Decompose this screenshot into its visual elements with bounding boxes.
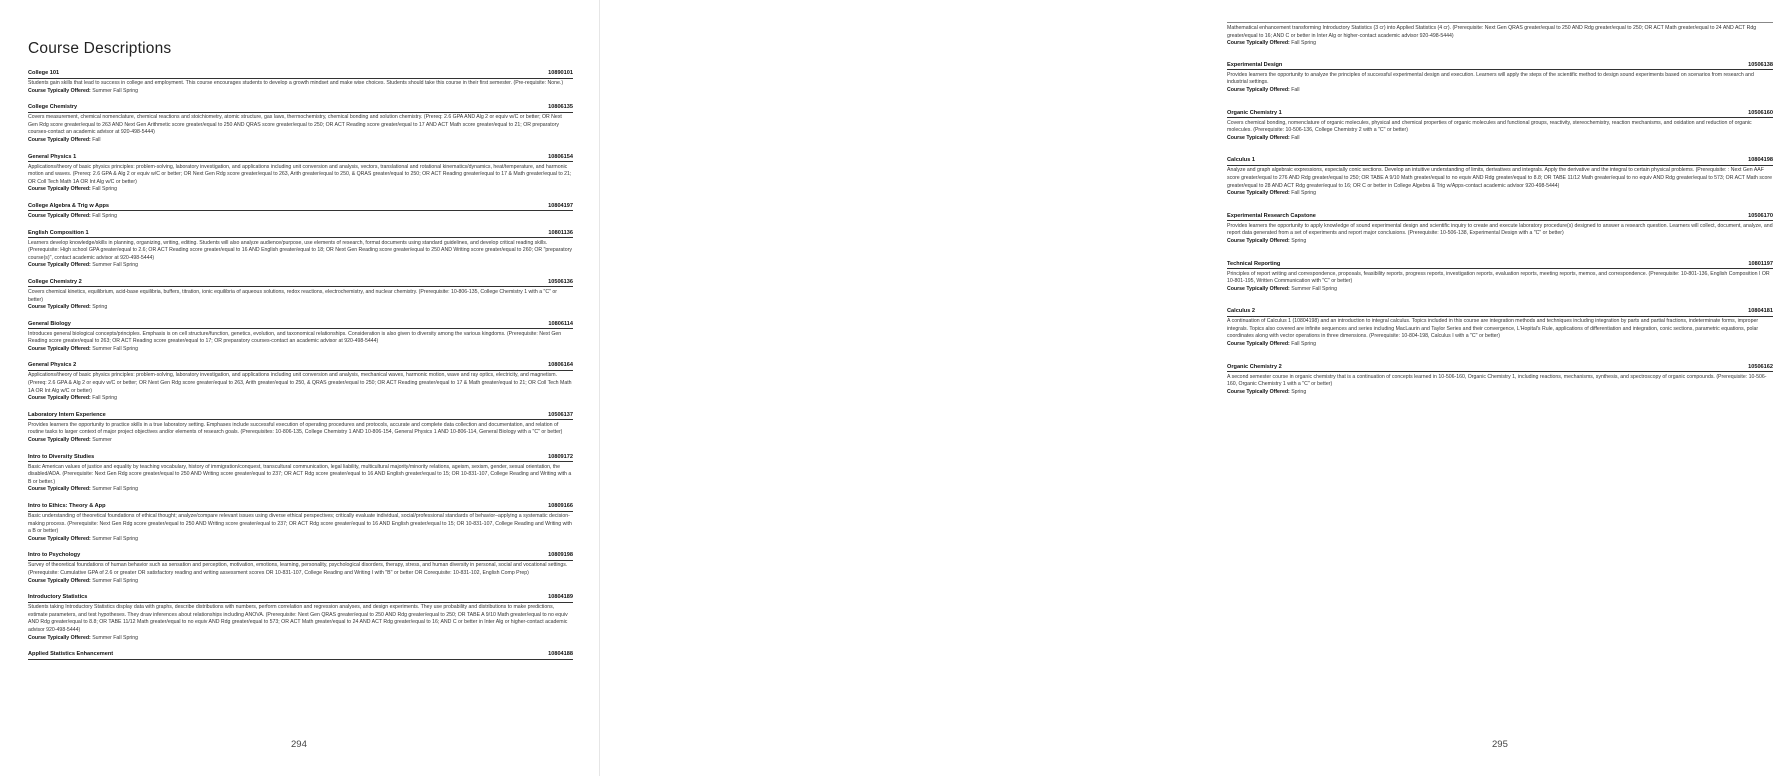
course-header [28, 650, 573, 660]
course-description: Principles of report writing and correspondence, proposals, feasibility reports, progress reports, investigation reports, evaluation reports, meeting reports, memos, and correspondence. (Prerequisite: 10-801-136, English Composition I OR 10-801-195, Written Communication with "C" or better) [1227, 270, 1770, 285]
course-code: 10506137 [548, 411, 573, 418]
divider [1227, 22, 1773, 23]
course-offered [1227, 238, 1773, 246]
offered-terms: Fall Spring [92, 186, 117, 193]
course-entry [28, 69, 573, 95]
course-header [28, 103, 573, 113]
course-description: Mathematical enhancement transforming Introductory Statistics (3 cr) into Applied Statistics (4 cr). (Prerequisite: Next Gen QRAS greater/equal to 250 AND Rdg greater/equal to 250; OR ACT Math greater/equal to 24 AND ACT Rdg greater/equal to 16; AND C or better in Inter Alg or higher-contact academic advisor 920-498-5444) [1227, 25, 1757, 39]
course-title: Calculus 2 [1227, 308, 1255, 315]
offered-label: Course Typically Offered: [28, 486, 91, 493]
course-title: College Algebra & Trig w Apps [28, 202, 110, 209]
offered-label: Course Typically Offered: [28, 87, 91, 94]
offered-label: Course Typically Offered: [28, 437, 91, 444]
course-continuation [1227, 22, 1773, 48]
course-header [1227, 260, 1773, 270]
offered-label: Course Typically Offered: [28, 262, 91, 269]
offered-terms: Spring [1291, 237, 1307, 244]
course-title: Intro to Ethics: Theory & App [28, 503, 106, 509]
course-header [28, 229, 573, 239]
offered-label: Course Typically Offered: [1227, 190, 1290, 197]
course-offered [28, 346, 573, 354]
course-description: Analyze and graph algebraic expressions, especially conic sections. Develop an intuitive understanding of limits, derivatives and integrals. Apply the derivative and the integral to certain physical problems. (Prerequisite: : Next Gen AAF score greater/equal to 276 AND Rdg greater/equal to 250; OR TABE A 9/10 Math greater/equal to no equiv AND Rdg greater/equal to 8.8; OR TABE 11/12 Math greater/equal to no equiv AND Rdg greater/equal to 573; OR ACT Math score greater/equal to 28 AND ACT Rdg greater/equal to 16; OR C or better in College Algebra & Trig w/Apps-contact academic advisor 920-498-5444) [1227, 167, 1772, 189]
course-offered [28, 262, 573, 270]
course-entry [28, 278, 573, 312]
offered-terms: Fall Spring [92, 395, 117, 402]
course-offered [28, 213, 573, 221]
course-offered [28, 437, 573, 445]
course-description: Introduces general biological concepts/principles. Emphasis is on cell structure/function, genetics, evolution, and taxonomical relationships. Consideration is also given to diversity among the various kingdoms. (Prerequisite: Next Gen Reading score greater/equal to 263; OR ACT Reading score greater/equal to 17; OR preparatory courses-contact an academic advisor at 920-498-5444) [28, 330, 562, 345]
offered-terms: Fall Spring [1291, 40, 1316, 47]
course-offered [28, 486, 573, 494]
course-title: General Physics 1 [28, 153, 77, 160]
course-code: 10809166 [548, 503, 573, 509]
course-header [28, 69, 573, 79]
course-title: Intro to Psychology [28, 552, 81, 559]
offered-label: Course Typically Offered: [1227, 40, 1290, 47]
course-offered [1227, 135, 1773, 143]
course-header [1227, 363, 1773, 373]
offered-label: Course Typically Offered: [28, 395, 91, 402]
course-code: 10804189 [548, 594, 573, 601]
offered-label: Course Typically Offered: [28, 345, 91, 352]
course-code: 10804198 [1748, 157, 1773, 164]
course-list-right [1227, 22, 1773, 396]
course-entry [1227, 260, 1773, 294]
course-header [1227, 212, 1773, 222]
course-offered [1227, 341, 1773, 349]
offered-terms: Summer Fall Spring [92, 87, 139, 94]
offered-label: Course Typically Offered: [28, 136, 91, 143]
offered-terms: Summer Fall Spring [92, 634, 139, 641]
course-title: Technical Reporting [1227, 260, 1281, 267]
course-entry [28, 229, 573, 270]
offered-terms: Spring [92, 304, 108, 311]
offered-label: Course Typically Offered: [1227, 388, 1290, 395]
offered-label: Course Typically Offered: [28, 212, 91, 219]
course-description: Provides learners the opportunity to analyze the principles of successful experimental design and execution. Learners will apply the steps of the scientific method to design sound experiments based on scenarios from research and industrial settings. [1227, 71, 1754, 86]
course-list-left [28, 69, 573, 660]
course-title: Intro to Diversity Studies [28, 453, 95, 460]
course-offered [28, 635, 573, 643]
course-entry [1227, 363, 1773, 397]
course-offered [28, 578, 573, 586]
course-entry [1227, 156, 1773, 197]
course-description: Basic American values of justice and equality by teaching vocabulary, history of immigration/conquest, transcultural communication, legal liability, multicultural majority/minority relations, ageism, sexism, gender, sexual orientation, the disabled/ADA. (Prerequisite: Next Gen Rdg score greater/equal to 250 AND Writing score greater/equal to 237; OR ACT Rdg score greater/equal to 16 AND English greater/equal to 15; OR 10-831-107, College Reading and Writing with a B or better.) [28, 463, 572, 485]
course-title: Laboratory Intern Experience [28, 411, 106, 418]
course-title: English Composition 1 [28, 229, 89, 236]
course-description: Survey of theoretical foundations of human behavior such as sensation and perception, motivation, emotions, learning, personality, psychological disorders, therapy, stress, and human diversity in personal, social and vocational settings. (Prerequisite: Cumulative GPA of 2.6 or greater OR satisfactory reading and writing assessment scores OR 10-831-107, College Reading and Writing I with "B" or better OR Corequisite: 10-831-102, English Comp Prep) [28, 562, 568, 576]
offered-terms: Fall [1291, 134, 1300, 141]
course-code: 10804188 [548, 651, 573, 658]
offered-terms: Fall Spring [92, 212, 117, 219]
course-title: Applied Statistics Enhancement [28, 651, 114, 658]
left-page [0, 0, 600, 776]
course-offered [28, 186, 573, 194]
course-title: Calculus 1 [1227, 157, 1255, 164]
course-description: Learners develop knowledge/skills in planning, organizing, writing, editing. Students will also analyze audience/purpose, use elements of research, format documents using standard guidelines, and develop critical reading skills. (Prerequisite: High school GPA greater/equal to 2.6; OR ACT Reading score greater/equal to 16 AND English greater/equal to 18; OR Next Gen Reading score greater/equal to 250 AND Writing score greater/equal to 260; OR "preparatory course(s)", contact academic advisor at 920-498-5444) [28, 239, 572, 261]
right-page [600, 0, 1773, 776]
course-description: Students taking Introductory Statistics display data with graphs, describe distributions with numbers, perform correlation and regression analyses, and design experiments. They use probability and distributions to make predictions, estimate parameters, and test hypotheses. They draw inferences about relationships including ANOVA. (Prerequisite: Next Gen QRAS greater/equal to 250 AND Rdg greater/equal to 250; OR TABE A 9/10 Math greater/equal to no equiv AND Rdg greater/equal to 8.8; OR TABE 11/12 Math greater/equal to no equiv AND Rdg greater/equal to 573; OR ACT Math greater/equal to 24 AND ACT Rdg greater/equal to 16; AND C or better in Inter Alg or higher-contact academic advisor 920-498-5444) [28, 604, 568, 633]
course-title: College Chemistry 2 [28, 278, 82, 285]
course-title: General Biology [28, 320, 71, 327]
offered-label: Course Typically Offered: [28, 535, 91, 542]
course-code: 10806154 [548, 153, 573, 160]
course-code: 10890101 [548, 70, 573, 76]
course-description: Applications/theory of basic physics principles: problem-solving, laboratory investigation, and applications including unit conversion and analysis, vectors, translational and rotational kinematics/dynamics, heat/temperature, and harmonic motion and waves. (Prereq: 2.6 GPA & Alg 2 or equiv w/C or better; OR Next Gen Rdg score greater/equal to 263, Arith greater/equal to 250, & QRAS greater/equal to 250; OR ACT Reading greater/equal to 17 & Math greater/equal to 21; OR Coll Tech Math 1A OR Int Alg w/C or better) [28, 163, 572, 185]
course-code: 10809172 [548, 453, 573, 460]
offered-terms: Fall Spring [1291, 341, 1316, 348]
course-header [1227, 156, 1773, 166]
course-code: 10806164 [548, 362, 573, 369]
course-description: Applications/theory of basic physics principles: problem-solving, laboratory investigation, and applications including unit conversion and analysis, mechanical waves, harmonic motion, wave and ray optics, electricity, and magnetism. (Prereq: 2.6 GPA & Alg 2 or equiv w/C or better; OR Next Gen Rdg score greater/equal to 263, Arith greater/equal to 250, & QRAS greater/equal to 250; OR ACT Reading greater/equal to 17 & Math greater/equal to 21; OR Coll Tech Math 1A OR Int Alg w/C or better) [28, 372, 572, 394]
course-header [28, 411, 573, 421]
course-description: A second semester course in organic chemistry that is a continuation of concepts learned in 10-506-160, Organic Chemistry 1, including reactions, mechanisms, synthesis, and spectroscopy of organic compounds. (Prerequisite: 10-506-160, Organic Chemistry 1 with a "C" or better) [1227, 373, 1767, 388]
offered-terms: Fall [92, 136, 101, 143]
course-code: 10809198 [548, 552, 573, 559]
offered-terms: Summer Fall Spring [92, 262, 139, 269]
course-entry [28, 103, 573, 144]
course-entry [28, 320, 573, 354]
page-number: 294 [291, 739, 307, 750]
offered-label: Course Typically Offered: [1227, 285, 1290, 292]
course-header [28, 502, 573, 512]
course-entry [28, 502, 573, 543]
course-header [1227, 109, 1773, 119]
course-offered [28, 395, 573, 403]
course-title: College 101 [28, 70, 60, 76]
offered-terms: Fall [1291, 86, 1300, 93]
offered-label: Course Typically Offered: [28, 634, 91, 641]
offered-label: Course Typically Offered: [1227, 341, 1290, 348]
course-header [28, 320, 573, 330]
offered-label: Course Typically Offered: [28, 186, 91, 193]
offered-terms: Summer [92, 437, 112, 444]
course-code: 10806135 [548, 104, 573, 111]
course-header [28, 593, 573, 603]
course-offered [28, 88, 573, 96]
course-entry [28, 650, 573, 660]
course-title: College Chemistry [28, 104, 78, 111]
course-header [28, 361, 573, 371]
course-code: 10506160 [1748, 109, 1773, 116]
offered-terms: Fall Spring [1291, 190, 1316, 197]
course-entry [28, 202, 573, 221]
course-description: A continuation of Calculus 1 (10804198) and an introduction to integral calculus. Topics included in this course are integration methods and techniques including integration by parts and partial fractions, indeterminate forms, improper integrals. Topics also covered are infinite sequences and series including MacLaurin and Taylor Series and their convergence, L'Hopital's Rule, applications of differentiation and integration, conic sections, parametric equations, polar coordinates along with vector operations in three dimensions. (Prerequisite: 10-804-198, Calculus I with a "C" or better) [1227, 318, 1759, 340]
offered-label: Course Typically Offered: [1227, 134, 1290, 141]
course-code: 10804197 [548, 202, 573, 209]
course-entry [1227, 109, 1773, 143]
course-entry [28, 453, 573, 494]
page-number: 295 [1492, 739, 1508, 750]
course-code: 10806114 [548, 320, 573, 327]
course-entry [28, 361, 573, 402]
course-entry [1227, 61, 1773, 95]
course-description: Provides learners the opportunity to apply knowledge of sound experimental design and scientific inquiry to create and execute laboratory procedure(s) designed to answer a research question. Learners will collect, document, analyze, and report data generated from a set of experiments and report major conclusions. (Prerequisite: 10-506-138, Experimental Design with a "C" or better) [1227, 222, 1773, 237]
course-header [28, 278, 573, 288]
page-title: Course Descriptions [28, 40, 172, 57]
course-entry [1227, 212, 1773, 246]
course-header [28, 202, 573, 212]
course-title: General Physics 2 [28, 362, 77, 369]
course-code: 10801197 [1748, 260, 1773, 267]
course-description: Basic understanding of theoretical foundations of ethical thought; analyze/compare relevant issues using diverse ethical perspectives; critically evaluate individual, social/professional standards of behavior–applying a systematic decision-making process. (Prerequisite: Next Gen Rdg score greater/equal to 250 AND Writing score greater/equal to 237; OR ACT Rdg score greater/equal to 16 AND English greater/equal to 15; OR 10-831-107, College Reading and Writing with a B or better) [28, 513, 572, 535]
offered-terms: Summer Fall Spring [92, 486, 139, 493]
course-entry [28, 551, 573, 585]
course-header [1227, 307, 1773, 317]
course-entry [28, 593, 573, 642]
course-description: Students gain skills that lead to success in college and employment. This course encourages students to develop a growth mindset and make wise choices. Students should take this course in their first semester. (Pre-requisite: None.) [28, 80, 564, 86]
course-offered [1227, 389, 1773, 397]
course-code: 10804181 [1748, 308, 1773, 315]
course-offered [28, 536, 573, 544]
course-offered [1227, 286, 1773, 294]
offered-label: Course Typically Offered: [28, 304, 91, 311]
offered-label: Course Typically Offered: [1227, 237, 1290, 244]
offered-terms: Summer Fall Spring [92, 535, 139, 542]
offered-terms: Spring [1291, 388, 1307, 395]
course-code: 10506138 [1748, 61, 1773, 68]
course-header [28, 153, 573, 163]
course-entry [1227, 307, 1773, 348]
course-title: Introductory Statistics [28, 594, 88, 601]
course-header [28, 551, 573, 561]
offered-terms: Summer Fall Spring [92, 577, 139, 584]
course-title: Organic Chemistry 2 [1227, 363, 1282, 370]
course-code: 10506162 [1748, 363, 1773, 370]
course-entry [28, 411, 573, 445]
course-code: 10506136 [548, 278, 573, 285]
course-header [28, 453, 573, 463]
course-code: 10801136 [548, 229, 573, 236]
course-description: Provides learners the opportunity to practice skills in a true laboratory setting. Emphases include successful execution of operating procedures and protocols, accurate and complete data collection and documentation, and relation of routine tasks to larger context of major project objectives and/or elements of research goals. (Prerequisites: 10-806-135, College Chemistry 1 AND 10-806-154, General Physics 1 AND 10-806-114, General Biology with a "C" or better) [28, 421, 563, 436]
offered-label: Course Typically Offered: [28, 577, 91, 584]
offered-terms: Summer Fall Spring [1291, 285, 1338, 292]
course-title: Experimental Design [1227, 61, 1283, 68]
course-offered [28, 137, 573, 145]
course-description: Covers measurement, chemical nomenclature, chemical reactions and stoichiometry, atomic structure, gas laws, thermochemistry, chemical bonding and solution chemistry. (Prereq: 2.6 GPA AND Alg 2 or equiv w/C or better; OR Next Gen Rdg score greater/equal to 263 AND Next Gen Arithmetic score greater/equal to 250 AND QRAS score greater/equal to 250; OR ACT Reading score greater/equal to 17 AND ACT Math score greater/equal to 21; OR preparatory courses-contact an academic advisor at 920-498-5444) [28, 114, 562, 136]
course-description: Covers chemical bonding, nomenclature of organic molecules, physical and chemical properties of organic molecules and functional groups, reactivity, stereochemistry, reaction mechanisms, and oxidation and reduction of organic molecules. (Prerequisite: 10-506-136, College Chemistry 2 with a "C" or better) [1227, 119, 1752, 134]
offered-label: Course Typically Offered: [1227, 86, 1290, 93]
course-title: Organic Chemistry 1 [1227, 109, 1282, 116]
offered-terms: Summer Fall Spring [92, 345, 139, 352]
course-offered [1227, 87, 1773, 95]
course-entry [28, 153, 573, 194]
course-code: 10506170 [1748, 212, 1773, 219]
course-offered [28, 304, 573, 312]
course-header [1227, 61, 1773, 71]
course-description: Covers chemical kinetics, equilibrium, acid-base equilibria, buffers, titration, ionic equilibria of aqueous solutions, redox reactions, electrochemistry, and nuclear chemistry. (Prerequisite: 10-806-135, College Chemistry 1 with a "C" or better) [28, 288, 558, 303]
course-offered [1227, 190, 1773, 198]
course-offered [1227, 40, 1773, 48]
course-title: Experimental Research Capstone [1227, 212, 1316, 219]
